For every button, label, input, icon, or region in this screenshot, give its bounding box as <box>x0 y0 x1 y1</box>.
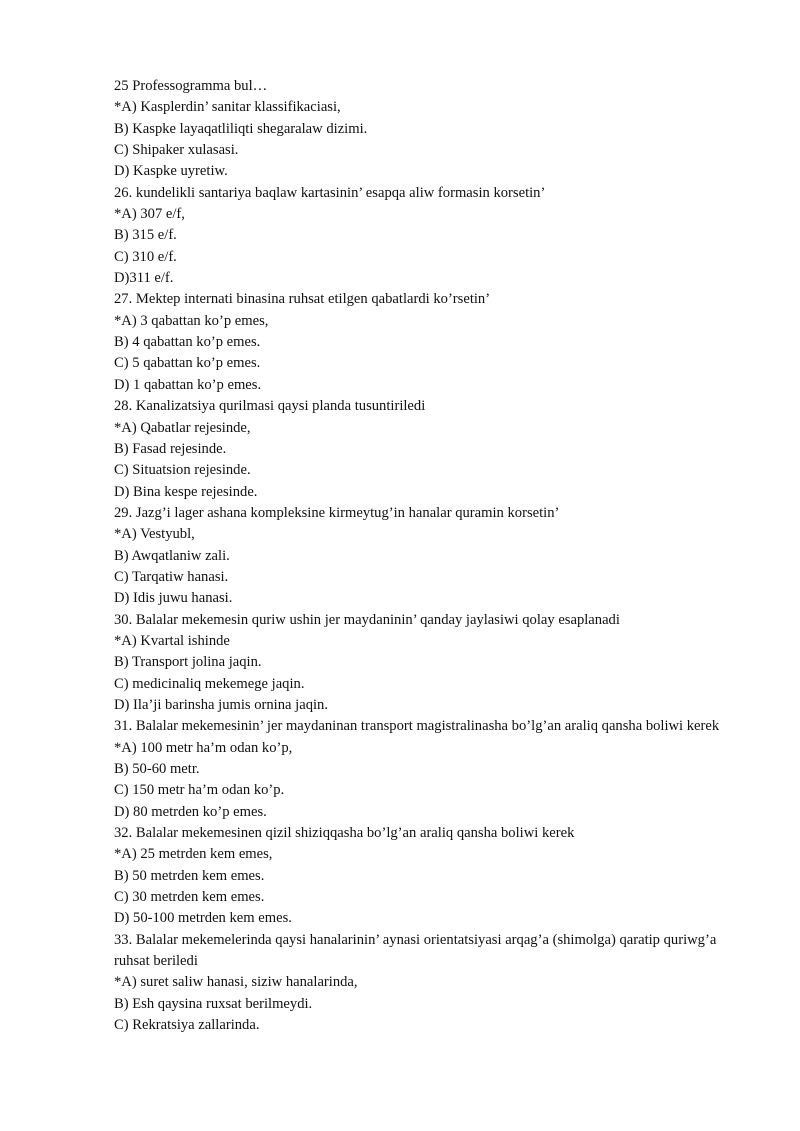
question-33: 33. Balalar mekemelerinda qaysi hanalarinin’ aynasi orientatsiyasi arqag’a (shimolga) qaratip quriwg’a ruhsat beriledi <box>114 931 717 970</box>
answer-option: C) Shipaker xulasasi. <box>114 142 239 159</box>
answer-option: C) 310 e/f. <box>114 248 177 265</box>
question-25: 25 Professogramma bul… <box>114 78 268 94</box>
answer-option: B) Esh qaysina ruxsat berilmeydi. <box>114 995 313 1012</box>
answer-option: D) 50-100 metrden kem emes. <box>114 910 292 927</box>
answer-option: *A) 100 metr ha’m odan ko’p, <box>114 739 293 756</box>
answer-option: D)311 e/f. <box>114 270 174 287</box>
answer-option: B) 50-60 metr. <box>114 761 200 777</box>
answer-option: C) 5 qabattan ko’p emes. <box>114 355 261 372</box>
answer-option: *A) Kasplerdin’ sanitar klassifikaciasi, <box>114 99 341 116</box>
answer-option: *A) Vestyubl, <box>114 526 195 543</box>
answer-option: *A) Qabatlar rejesinde, <box>114 419 251 436</box>
question-27: 27. Mektep internati binasina ruhsat etilgen qabatlardi ko’rsetin’ <box>114 291 491 308</box>
answer-option: B) Transport jolina jaqin. <box>114 654 262 671</box>
answer-option: D) Bina kespe rejesinde. <box>114 483 258 500</box>
answer-option: D) Kaspke uyretiw. <box>114 163 228 180</box>
answer-option: B) Fasad rejesinde. <box>114 440 227 457</box>
answer-option: *A) suret saliw hanasi, siziw hanalarinda, <box>114 974 358 991</box>
question-32: 32. Balalar mekemesinen qizil shiziqqasha bo’lg’an araliq qansha boliwi kerek <box>114 825 575 842</box>
answer-option: *A) 307 e/f, <box>114 206 185 223</box>
answer-option: D) Idis juwu hanasi. <box>114 590 233 607</box>
answer-option: C) 150 metr ha’m odan ko’p. <box>114 782 285 799</box>
question-26: 26. kundelikli santariya baqlaw kartasinin’ esapqa aliw formasin korsetin’ <box>114 184 546 201</box>
answer-option: C) Tarqatiw hanasi. <box>114 568 229 585</box>
answer-option: *A) Kvartal ishinde <box>114 632 230 649</box>
answer-option: B) 315 e/f. <box>114 227 177 244</box>
answer-option: *A) 3 qabattan ko’p emes, <box>114 312 269 329</box>
answer-option: *A) 25 metrden kem emes, <box>114 846 273 863</box>
answer-option: C) Rekratsiya zallarinda. <box>114 1017 260 1034</box>
answer-option: C) 30 metrden kem emes. <box>114 889 265 906</box>
answer-option: C) Situatsion rejesinde. <box>114 462 251 479</box>
answer-option: D) Ila’ji barinsha jumis ornina jaqin. <box>114 696 328 713</box>
answer-option: B) 4 qabattan ko’p emes. <box>114 334 261 351</box>
question-28: 28. Kanalizatsiya qurilmasi qaysi planda tusuntiriledi <box>114 398 426 415</box>
answer-option: C) medicinaliq mekemege jaqin. <box>114 675 305 692</box>
question-29: 29. Jazg’i lager ashana kompleksine kirmeytug’in hanalar quramin korsetin’ <box>114 504 560 521</box>
answer-option: B) 50 metrden kem emes. <box>114 867 265 884</box>
question-31: 31. Balalar mekemesinin’ jer maydaninan transport magistralinasha bo’lg’an araliq qansha boliwi kerek <box>114 718 720 735</box>
question-list <box>114 76 734 1036</box>
answer-option: D) 80 metrden ko’p emes. <box>114 803 267 820</box>
answer-option: B) Awqatlaniw zali. <box>114 547 230 564</box>
answer-option: B) Kaspke layaqatliliqti shegaralaw dizimi. <box>114 120 368 137</box>
question-30: 30. Balalar mekemesin quriw ushin jer maydaninin’ qanday jaylasiwi qolay esaplanadi <box>114 611 620 628</box>
answer-option: D) 1 qabattan ko’p emes. <box>114 376 262 393</box>
